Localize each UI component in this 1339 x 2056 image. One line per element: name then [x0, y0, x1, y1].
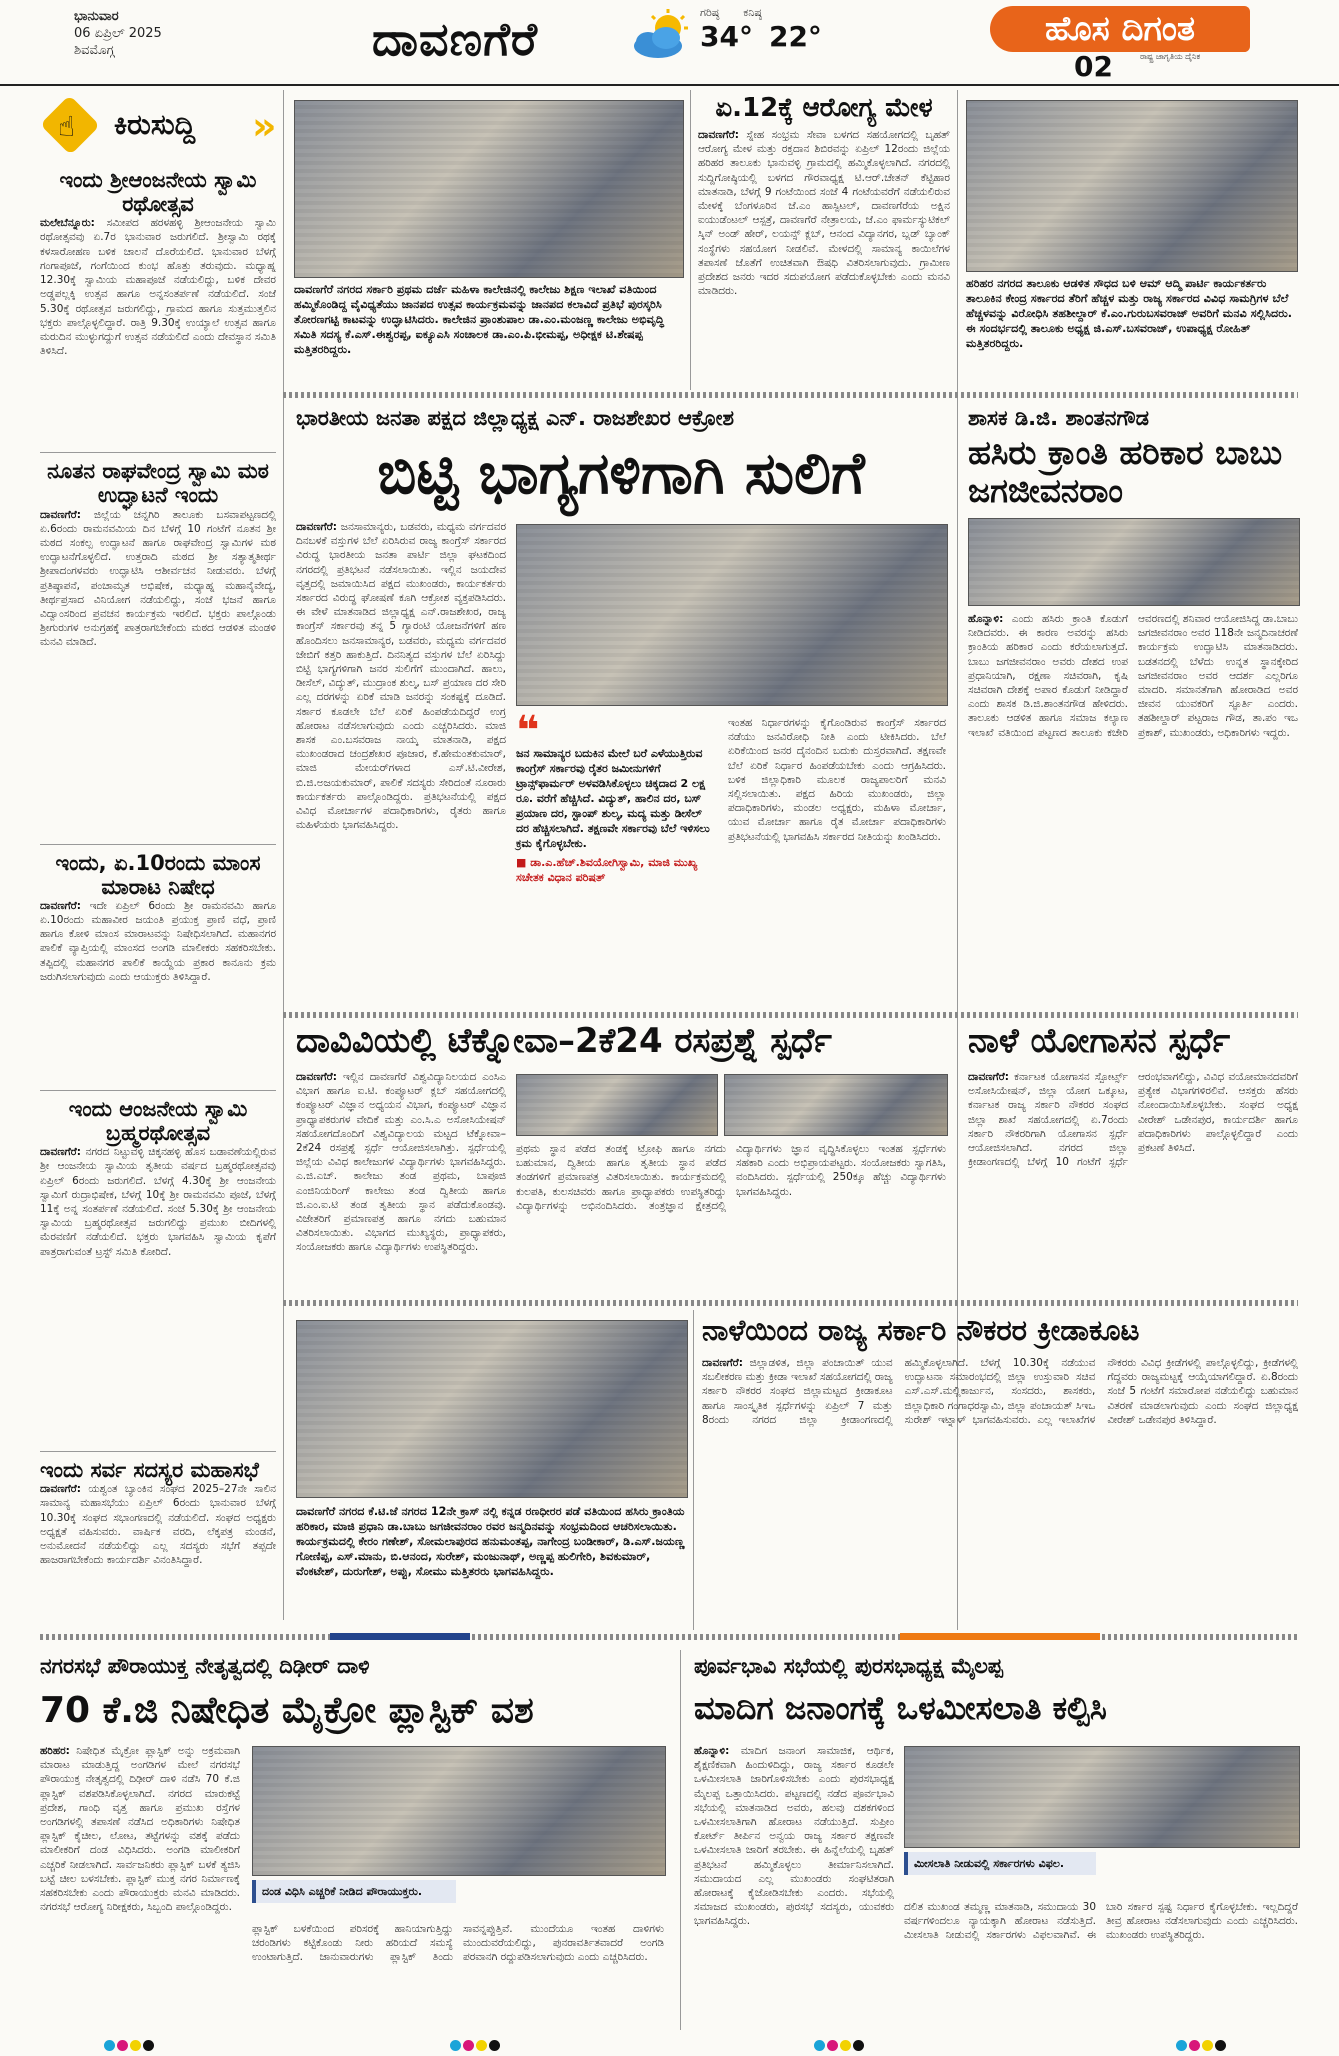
brief-5-text: ಯಶ್ವಂತ ಬ್ಯಾಂಕಿನ ಸಂಘದ 2025–27ನೇ ಸಾಲಿನ ಸಾಮಾನ್ಯ ಮಹಾಸಭೆಯು ಏಪ್ರಿಲ್ 6ರಂದು ಭಾನುವಾರ ಬೆಳಗ್ಗೆ 10.30ಕ್ಕೆ ಸಂಘದ ಸಭಾಂಗಣದಲ್ಲಿ ನಡೆಯಲಿದೆ. ಸಂಘದ ಅಧ್ಯಕ್ಷರು ಅಧ್ಯಕ್ಷತೆ ವಹಿಸುವರು. ವಾರ್ಷಿಕ ವರದಿ, ಲೆಕ್ಕಪತ್ರ ಮಂಡನೆ, ಅನುಮೋದನೆ ನಡೆಯಲಿದ್ದು ಎಲ್ಲ ಸದಸ್ಯರು ಸಭೆಗೆ ತಪ್ಪದೇ ಹಾಜರಾಗಬೇಕೆಂದು ಕಾರ್ಯದರ್ಶಿ ವಿನಂತಿಸಿದ್ದಾರೆ.	[40, 1483, 276, 1567]
jagjivan-headline: ಹಸಿರು ಕ್ರಾಂತಿ ಹರಿಕಾರ ಬಾಬು ಜಗಜೀವನರಾಂ	[968, 433, 1283, 510]
sun-cloud-icon	[628, 8, 694, 64]
brief-2-place: ದಾವಣಗೆರೆ:	[40, 508, 81, 521]
reservation-text-cont	[904, 1900, 1298, 2034]
quiz-text	[296, 1070, 506, 1292]
kiru-suddi-label	[40, 96, 277, 156]
brief-2	[40, 459, 276, 837]
brief-3	[40, 851, 276, 1084]
plastic-body-cont: ಪ್ಲಾಸ್ಟಿಕ್ ಬಳಕೆಯಿಂದ ಪರಿಸರಕ್ಕೆ ಹಾನಿಯಾಗುತ್ತಿದ್ದು ಚರಂಡಿಗಳು ಕಟ್ಟಿಕೊಂಡು ನೀರು ಹರಿಯದೆ ಸಮಸ್ಯೆ ಉಂಟಾಗುತ್ತಿದೆ. ಜಾನುವಾರುಗಳು ಪ್ಲಾಸ್ಟಿಕ್ ತಿಂದು ಸಾವನ್ನಪ್ಪುತ್ತಿವೆ. ಮುಂದೆಯೂ ಇಂತಹ ದಾಳಿಗಳು ಮುಂದುವರೆಯಲಿದ್ದು, ಪುನರಾವರ್ತಿತವಾದರೆ ಅಂಗಡಿ ಪರವಾನಗಿ ರದ್ದುಪಡಿಸಲಾಗುವುದು ಎಂದು ಎಚ್ಚರಿಸಿದರು.	[252, 1923, 664, 1964]
brief-5-headline: ಇಂದು ಸರ್ವ ಸದಸ್ಯರ ಮಹಾಸಭೆ	[40, 1458, 259, 1483]
region: ಶಿವಮೊಗ್ಗ	[74, 43, 115, 58]
lead-pull-quote	[516, 708, 716, 885]
reservation-body-cont: ದಲಿತ ಮುಖಂಡ ತಮ್ಮಣ್ಣ ಮಾತನಾಡಿ, ಸಮುದಾಯ 30 ವರ್ಷಗಳಿಂದಲೂ ನ್ಯಾಯಕ್ಕಾಗಿ ಹೋರಾಟ ನಡೆಸುತ್ತಿದೆ. ಮೀಸಲಾತಿ ನೀಡುವಲ್ಲಿ ಸರ್ಕಾರಗಳು ವಿಫಲವಾಗಿವೆ. ಈ ಬಾರಿ ಸರ್ಕಾರ ಸ್ಪಷ್ಟ ನಿರ್ಧಾರ ಕೈಗೊಳ್ಳಬೇಕು. ಇಲ್ಲದಿದ್ದರೆ ತೀವ್ರ ಹೋರಾಟ ನಡೆಸಲಾಗುವುದು ಎಂದು ಎಚ್ಚರಿಸಿದರು. ಮುಖಂಡರು ಉಪಸ್ಥಿತರಿದ್ದರು.	[904, 1901, 1298, 1942]
yoga-body: ಕರ್ನಾಟಕ ಯೋಗಾಸನ ಸ್ಪೋರ್ಟ್ಸ್ ಅಸೋಸಿಯೇಷನ್, ಜಿಲ್ಲಾ ಯೋಗ ಒಕ್ಕೂಟ, ಕರ್ನಾಟಕ ರಾಜ್ಯ ಸರ್ಕಾರಿ ನೌಕರರ ಸಂಘದ ಜಿಲ್ಲಾ ಶಾಖೆ ಸಹಯೋಗದಲ್ಲಿ ಏ.7ರಂದು ಸರ್ಕಾರಿ ನೌಕರರಿಗಾಗಿ ಯೋಗಾಸನ ಸ್ಪರ್ಧೆ ಆಯೋಜಿಸಲಾಗಿದೆ. ನಗರದ ಜಿಲ್ಲಾ ಕ್ರೀಡಾಂಗಣದಲ್ಲಿ ಬೆಳಗ್ಗೆ 10 ಗಂಟೆಗೆ ಸ್ಪರ್ಧೆ ಆರಂಭವಾಗಲಿದ್ದು, ವಿವಿಧ ವಯೋಮಾನದವರಿಗೆ ಪ್ರತ್ಯೇಕ ವಿಭಾಗಗಳಿರಲಿವೆ. ಆಸಕ್ತರು ಹೆಸರು ನೋಂದಾಯಿಸಿಕೊಳ್ಳಬೇಕು. ಸಂಘದ ಅಧ್ಯಕ್ಷ ವೀರೇಶ್ ಒಡೇನಪುರ, ಕಾರ್ಯದರ್ಶಿ ಹಾಗೂ ಪದಾಧಿಕಾರಿಗಳು ಪಾಲ್ಗೊಳ್ಳಲಿದ್ದಾರೆ ಎಂದು ಪ್ರಕಟಣೆ ತಿಳಿಸಿದೆ.	[968, 1071, 1298, 1169]
pull-quote-text: ಜನ ಸಾಮಾನ್ಯರ ಬದುಕಿನ ಮೇಲೆ ಬರೆ ಎಳೆಯುತ್ತಿರುವ ಕಾಂಗ್ರೆಸ್ ಸರ್ಕಾರವು ರೈತರ ಜಮೀನುಗಳಿಗೆ ಟ್ರಾನ್ಸ್‌ಫಾರ್ಮರ್ ಅಳವಡಿಸಿಕೊಳ್ಳಲು ಚಿಕ್ಕದಾದ 2 ಲಕ್ಷ ರೂ. ವರೆಗೆ ಹೆಚ್ಚಿಸಿದೆ. ವಿದ್ಯುತ್, ಹಾಲಿನ ದರ, ಬಸ್ ಪ್ರಯಾಣ ದರ, ಸ್ಟಾಂಪ್ ಶುಲ್ಕ, ಮದ್ಯ ಮತ್ತು ಡೀಸೆಲ್ ದರ ಹೆಚ್ಚಿಸಲಾಗಿದೆ. ತಕ್ಷಣವೇ ಸರ್ಕಾರವು ಬೆಲೆ ಇಳಿಸಲು ಕ್ರಮ ಕೈಗೊಳ್ಳಬೇಕು.	[516, 747, 710, 850]
bjp-protest-photo	[516, 524, 948, 706]
brief-5-place: ದಾವಣಗೆರೆ:	[40, 1483, 81, 1496]
date: 06 ಏಪ್ರಿಲ್ 2025	[74, 26, 162, 41]
reservation-body: ಮಾದಿಗ ಜನಾಂಗ ಸಾಮಾಜಿಕ, ಆರ್ಥಿಕ, ಶೈಕ್ಷಣಿಕವಾಗಿ ಹಿಂದುಳಿದಿದ್ದು, ರಾಜ್ಯ ಸರ್ಕಾರ ಕೂಡಲೇ ಒಳಮೀಸಲಾತಿ ಜಾರಿಗೊಳಿಸಬೇಕು ಎಂದು ಪುರಸಭಾಧ್ಯಕ್ಷ ಮೈಲಪ್ಪ ಒತ್ತಾಯಿಸಿದರು. ಪಟ್ಟಣದಲ್ಲಿ ನಡೆದ ಪೂರ್ವಭಾವಿ ಸಭೆಯಲ್ಲಿ ಮಾತನಾಡಿದ ಅವರು, ಹಲವು ದಶಕಗಳಿಂದ ಒಳಮೀಸಲಾತಿಗಾಗಿ ಹೋರಾಟ ನಡೆಯುತ್ತಿದೆ. ಸುಪ್ರೀಂ ಕೋರ್ಟ್ ತೀರ್ಪಿನ ಅನ್ವಯ ರಾಜ್ಯ ಸರ್ಕಾರ ತಕ್ಷಣವೇ ಒಳಮೀಸಲಾತಿ ಜಾರಿಗೆ ತರಬೇಕು. ಈ ಹಿನ್ನೆಲೆಯಲ್ಲಿ ಬೃಹತ್ ಪ್ರತಿಭಟನೆ ಹಮ್ಮಿಕೊಳ್ಳಲು ತೀರ್ಮಾನಿಸಲಾಗಿದೆ. ಸಮುದಾಯದ ಎಲ್ಲ ಮುಖಂಡರು ಸಂಘಟಿತರಾಗಿ ಹೋರಾಟಕ್ಕೆ ಕೈಜೋಡಿಸಬೇಕು ಎಂದರು. ಸಭೆಯಲ್ಲಿ ಸಮಾಜದ ಮುಖಂಡರು, ಪುರಸಭೆ ಸದಸ್ಯರು, ಯುವಕರು ಭಾಗವಹಿಸಿದ್ದರು.	[694, 1745, 894, 1928]
day: ಭಾನುವಾರ	[74, 9, 119, 24]
masthead	[0, 0, 1339, 86]
brief-3-place: ದಾವಣಗೆರೆ:	[40, 899, 81, 912]
brief-1-headline: ಇಂದು ಶ್ರೀಆಂಜನೇಯ ಸ್ವಾಮಿ ರಥೋತ್ಸವ	[59, 168, 257, 217]
health-fair-text: ಸ್ನೇಹ ಸಂಭ್ರಮ ಸೇವಾ ಬಳಗದ ಸಹಯೋಗದಲ್ಲಿ ಬೃಹತ್ ಆರೋಗ್ಯ ಮೇಳ ಮತ್ತು ರಕ್ತದಾನ ಶಿಬಿರವನ್ನು ಏಪ್ರಿಲ್ 12ರಂದು ಜಿಲ್ಲೆಯ ಹರಿಹರ ತಾಲೂಕು ಭಾನುವಳ್ಳಿ ಗ್ರಾಮದಲ್ಲಿ ಹಮ್ಮಿಕೊಳ್ಳಲಾಗಿದೆ. ನಗರದಲ್ಲಿ ಸುದ್ದಿಗೋಷ್ಠಿಯಲ್ಲಿ ಬಳಗದ ಗೌರವಾಧ್ಯಕ್ಷ ಟಿ.ಆರ್.ಚೇತನ್ ಕೆಟ್ಟಿಹಾರ ಮಾತನಾಡಿ, ಬೆಳಗ್ಗೆ 9 ಗಂಟೆಯಿಂದ ಸಂಜೆ 4 ಗಂಟೆಯವರೆಗೆ ನಡೆಯಲಿರುವ ಮೇಳಕ್ಕೆ ಬೆಂಗಳೂರಿನ ಜೆ.ಎಂ ಹಾಸ್ಪಿಟಲ್, ದಾವಣಗೆರೆಯ ಅಕ್ಷಿನ ಐಯುಡೆಂಟಲ್ ಆಸ್ಪತ್ರೆ, ದಾವಣಗೆರೆ ನೇತ್ರಾಲಯ, ಜೆ.ಎಂ ಫಾರ್ಮಸ್ಯುಟಿಕಲ್ ಸ್ಕಿನ್ ಅಂಡ್ ಹೇರ್, ಲಯನ್ಸ್ ಕ್ಲಬ್, ಆನಂದ ವಿದ್ಯಾನಗರ, ಬ್ಲಡ್ ಬ್ಯಾಂಕ್ ಸಂಸ್ಥೆಗಳು ಸಹಯೋಗ ನೀಡಲಿವೆ. ಮೇಳದಲ್ಲಿ ಸಾಮಾನ್ಯ ಕಾಯಿಲೆಗಳ ತಪಾಸಣೆ ಜೊತೆಗೆ ಉಚಿತವಾಗಿ ಔಷಧಿ ವಿತರಿಸಲಾಗುವುದು. ಗ್ರಾಮೀಣ ಪ್ರದೇಶದ ಜನರು ಇದರ ಸದುಪಯೋಗ ಪಡೆದುಕೊಳ್ಳಬೇಕು ಎಂದು ಮನವಿ ಮಾಡಿದರು.	[698, 128, 950, 298]
sports-place: ದಾವಣಗೆರೆ:	[702, 1357, 743, 1369]
reservation-text	[694, 1744, 894, 2034]
quote-icon: ❝	[516, 708, 540, 754]
brief-1	[40, 168, 276, 446]
lead-headline: ಬಿಟ್ಟಿ ಭಾಗ್ಯಗಳಿಗಾಗಿ ಸುಲಿಗೆ	[377, 439, 865, 507]
brief-3-text: ಇದೇ ಏಪ್ರಿಲ್ 6ರಂದು ಶ್ರೀ ರಾಮನವಮಿ ಹಾಗೂ ಏ.10ರಂದು ಮಹಾವೀರ ಜಯಂತಿ ಪ್ರಯುಕ್ತ ಪ್ರಾಣಿ ವಧೆ, ಪ್ರಾಣಿ ಹಾಗೂ ಕೋಳಿ ಮಾಂಸ ಮಾರಾಟವನ್ನು ನಿಷೇಧಿಸಲಾಗಿದೆ. ಮಹಾನಗರ ಪಾಲಿಕೆ ವ್ಯಾಪ್ತಿಯಲ್ಲಿ ಮಾಂಸದ ಅಂಗಡಿ ಮಾಲೀಕರು ಸಹಕರಿಸಬೇಕು. ತಪ್ಪಿದಲ್ಲಿ ಮಹಾನಗರ ಪಾಲಿಕೆ ಕಾಯ್ದೆಯ ಪ್ರಕಾರ ಕಾನೂನು ಕ್ರಮ ಜರುಗಿಸಲಾಗುವುದು ಎಂದು ಆಯುಕ್ತರು ತಿಳಿಸಿದ್ದಾರೆ.	[40, 899, 276, 983]
jagjivan-text	[968, 612, 1298, 1004]
brief-3-headline: ಇಂದು, ಏ.10ರಂದು ಮಾಂಸ ಮಾರಾಟ ನಿಷೇಧ	[55, 850, 261, 899]
reservation-meeting-photo	[904, 1746, 1300, 1848]
sports-body: ಜಿಲ್ಲಾಡಳಿತ, ಜಿಲ್ಲಾ ಪಂಚಾಯಿತ್ ಯುವ ಸಬಲೀಕರಣ ಮತ್ತು ಕ್ರೀಡಾ ಇಲಾಖೆ ಸಹಯೋಗದಲ್ಲಿ ರಾಜ್ಯ ಸರ್ಕಾರಿ ನೌಕರರ ಸಂಘದ ಜಿಲ್ಲಾಮಟ್ಟದ ಕ್ರೀಡಾಕೂಟ ಹಾಗೂ ಸಾಂಸ್ಕೃತಿಕ ಸ್ಪರ್ಧೆಗಳನ್ನು ಏಪ್ರಿಲ್ 7 ಮತ್ತು 8ರಂದು ನಗರದ ಜಿಲ್ಲಾ ಕ್ರೀಡಾಂಗಣದಲ್ಲಿ ಹಮ್ಮಿಕೊಳ್ಳಲಾಗಿದೆ. ಬೆಳಗ್ಗೆ 10.30ಕ್ಕೆ ನಡೆಯುವ ಉದ್ಘಾಟನಾ ಸಮಾರಂಭದಲ್ಲಿ ಜಿಲ್ಲಾ ಉಸ್ತುವಾರಿ ಸಚಿವ ಎಸ್.ಎಸ್.ಮಲ್ಲಿಕಾರ್ಜುನ, ಸಂಸದರು, ಶಾಸಕರು, ಜಿಲ್ಲಾಧಿಕಾರಿ ಗಂಗಾಧರಸ್ವಾಮಿ, ಜಿಲ್ಲಾ ಪಂಚಾಯತ್ ಸಿಇಒ ಸುರೇಶ್ ಇಟ್ನಾಳ್ ಭಾಗವಹಿಸುವರು. ಎಲ್ಲ ಇಲಾಖೆಗಳ ನೌಕರರು ವಿವಿಧ ಕ್ರೀಡೆಗಳಲ್ಲಿ ಪಾಲ್ಗೊಳ್ಳಲಿದ್ದು, ಕ್ರೀಡೆಗಳಲ್ಲಿ ಗೆದ್ದವರು ರಾಜ್ಯಮಟ್ಟಕ್ಕೆ ಆಯ್ಕೆಯಾಗಲಿದ್ದಾರೆ. ಏ.8ರಂದು ಸಂಜೆ 5 ಗಂಟೆಗೆ ಸಮಾರೋಪ ನಡೆಯಲಿದ್ದು ಬಹುಮಾನ ವಿತರಣೆ ಮಾಡಲಾಗುವುದು ಎಂದು ಸಂಘದ ಜಿಲ್ಲಾಧ್ಯಕ್ಷ ವೀರೇಶ್ ಒಡೇನಪುರ ತಿಳಿಸಿದ್ದಾರೆ.	[702, 1357, 1298, 1426]
registration-marks	[814, 2036, 934, 2050]
quiz-photo-1	[516, 1074, 718, 1136]
lead-kicker: ಭಾರತೀಯ ಜನತಾ ಪಕ್ಷದ ಜಿಲ್ಲಾಧ್ಯಕ್ಷ ಎನ್. ರಾಜಶೇಖರ ಆಕ್ರೋಶ	[296, 406, 735, 430]
college-festival-photo	[294, 100, 684, 278]
registration-marks	[1176, 2036, 1296, 2050]
city-title: ದಾವಣಗೆರೆ	[372, 12, 538, 66]
quiz-body-cont: ಪ್ರಥಮ ಸ್ಥಾನ ಪಡೆದ ತಂಡಕ್ಕೆ ಟ್ರೋಫಿ ಹಾಗೂ ನಗದು ಬಹುಮಾನ, ದ್ವಿತೀಯ ಹಾಗೂ ತೃತೀಯ ಸ್ಥಾನ ಪಡೆದ ತಂಡಗಳಿಗೆ ಪ್ರಮಾಣಪತ್ರ ವಿತರಿಸಲಾಯಿತು. ಕಾರ್ಯಕ್ರಮದಲ್ಲಿ ಕುಲಪತಿ, ಕುಲಸಚಿವರು ಹಾಗೂ ಪ್ರಾಧ್ಯಾಪಕರು ಉಪಸ್ಥಿತರಿದ್ದು ವಿದ್ಯಾರ್ಥಿಗಳನ್ನು ಅಭಿನಂದಿಸಿದರು. ತಂತ್ರಜ್ಞಾನ ಕ್ಷೇತ್ರದಲ್ಲಿ ವಿದ್ಯಾರ್ಥಿಗಳು ಜ್ಞಾನ ವೃದ್ಧಿಸಿಕೊಳ್ಳಲು ಇಂತಹ ಸ್ಪರ್ಧೆಗಳು ಸಹಕಾರಿ ಎಂದು ಅಭಿಪ್ರಾಯಪಟ್ಟರು. ಸಂಯೋಜಕರು ಸ್ವಾಗತಿಸಿ, ವಂದಿಸಿದರು. ಸ್ಪರ್ಧೆಯಲ್ಲಿ 250ಕ್ಕೂ ಹೆಚ್ಚು ವಿದ್ಯಾರ್ಥಿಗಳು ಭಾಗವಹಿಸಿದ್ದರು.	[516, 1143, 946, 1212]
lead-text-cont	[728, 716, 946, 1002]
page-number: 02	[1074, 50, 1113, 83]
quiz-photo-2	[724, 1074, 948, 1136]
yoga-headline: ನಾಳೆ ಯೋಗಾಸನ ಸ್ಪರ್ಧೆ	[968, 1021, 1231, 1061]
sports-headline: ನಾಳೆಯಿಂದ ರಾಜ್ಯ ಸರ್ಕಾರಿ ನೌಕರರ ಕ್ರೀಡಾಕೂಟ	[702, 1313, 1140, 1347]
lead-text	[296, 520, 506, 1002]
registration-marks	[104, 2036, 224, 2050]
college-festival-caption: ದಾವಣಗೆರೆ ನಗರದ ಸರ್ಕಾರಿ ಪ್ರಥಮ ದರ್ಜೆ ಮಹಿಳಾ ಕಾಲೇಜಿನಲ್ಲಿ ಕಾಲೇಜು ಶಿಕ್ಷಣ ಇಲಾಖೆ ವತಿಯಿಂದ ಹಮ್ಮಿಕೊಂಡಿದ್ದ ವೈವಿಧ್ಯತೆಯು ಜಾನಪದ ಉತ್ಸವ ಕಾರ್ಯಕ್ರಮವನ್ನು ಜಾನಪದ ಕಲಾವಿದೆ ಪ್ರತಿಭೆ ಪುರಸ್ಕರಿಸಿ ತೋರಣಗಟ್ಟಿ ಕಾಟವನ್ನು ಉದ್ಘಾಟಿಸಿದರು. ಕಾಲೇಜಿನ ಪ್ರಾಂಶುಪಾಲ ಡಾ.ಎಂ.ಮಂಜಣ್ಣ ಕಾಲೇಜು ಅಭಿವೃದ್ಧಿ ಸಮಿತಿ ಸದಸ್ಯ ಕೆ.ಎಸ್.ಈಶ್ವರಪ್ಪ, ಐಕ್ಯೂಎಸಿ ಸಂಚಾಲಕ ಡಾ.ಎಂ.ಪಿ.ಭೀಮಪ್ಪ, ಅಧೀಕ್ಷಕ ಟಿ.ಶೇಷಪ್ಪ ಮತ್ತಿತರರಿದ್ದರು.	[294, 283, 664, 356]
brand	[990, 6, 1290, 83]
quiz-headline: ದಾವಿವಿಯಲ್ಲಿ ಟೆಕ್ನೋವಾ–2ಕೆ24 ರಸಪ್ರಶ್ನೆ ಸ್ಪರ್ಧೆ	[296, 1021, 832, 1061]
sports-text	[702, 1356, 1298, 1626]
quiz-text-cont	[516, 1142, 946, 1292]
brand-name: ಹೊಸ ದಿಗಂತ	[1045, 9, 1195, 49]
reservation-subhead-box: ಮೀಸಲಾತಿ ನೀಡುವಲ್ಲಿ ಸರ್ಕಾರಗಳು ವಿಫಲ.	[904, 1852, 1096, 1875]
jagjivan-body: ಎಂದು ಹಸಿರು ಕ್ರಾಂತಿ ಕೊಡುಗೆ ನೀಡಿದವರು. ಈ ಕಾರಣ ಅವರನ್ನು ಹಸಿರು ಕ್ರಾಂತಿಯ ಹರಿಕಾರ ಎಂದು ಕರೆಯಲಾಗುತ್ತದೆ. ಬಾಬು ಜಗಜೀವನರಾಂ ಅವರು ದೇಶದ ಉಪ ಪ್ರಧಾನಿಯಾಗಿ, ರಕ್ಷಣಾ ಸಚಿವರಾಗಿ, ಕೃಷಿ ಸಚಿವರಾಗಿ ದೇಶಕ್ಕೆ ಅಪಾರ ಕೊಡುಗೆ ನೀಡಿದ್ದಾರೆ ಎಂದು ಶಾಸಕ ಡಿ.ಜಿ.ಶಾಂತನಗೌಡ ಹೇಳಿದರು. ತಾಲೂಕು ಆಡಳಿತ ಹಾಗೂ ಸಮಾಜ ಕಲ್ಯಾಣ ಇಲಾಖೆ ವತಿಯಿಂದ ಪಟ್ಟಣದ ತಾಲೂಕು ಕಚೇರಿ ಆವರಣದಲ್ಲಿ ಶನಿವಾರ ಆಯೋಜಿಸಿದ್ದ ಡಾ.ಬಾಬು ಜಗಜೀವನರಾಂ ಅವರ 118ನೇ ಜನ್ಮದಿನಾಚರಣೆ ಕಾರ್ಯಕ್ರಮ ಉದ್ಘಾಟಿಸಿ ಮಾತನಾಡಿದರು. ಬಡತನದಲ್ಲಿ ಬೆಳೆದು ಉನ್ನತ ಸ್ಥಾನಕ್ಕೇರಿದ ಜಗಜೀವನರಾಂ ಅವರ ಆದರ್ಶ ಎಲ್ಲರಿಗೂ ಮಾದರಿ. ಸಮಾನತೆಗಾಗಿ ಹೋರಾಡಿದ ಅವರ ಜೀವನ ಯುವಕರಿಗೆ ಸ್ಫೂರ್ತಿ ಎಂದರು. ತಹಶೀಲ್ದಾರ್ ಪಟ್ಟರಾಜ ಗೌಡ, ತಾ.ಪಂ ಇಒ ಪ್ರಕಾಶ್, ಮುಖಂಡರು, ಅಧಿಕಾರಿಗಳು ಇದ್ದರು.	[968, 613, 1298, 739]
reservation-headline: ಮಾದಿಗ ಜನಾಂಗಕ್ಕೆ ಒಳಮೀಸಲಾತಿ ಕಲ್ಪಿಸಿ	[694, 1689, 1107, 1727]
jagjivan-place: ಹೊನ್ನಾಳಿ:	[968, 613, 1004, 625]
brief-1-text: ಸಮೀಪದ ಹರಳಹಳ್ಳಿ ಶ್ರೀಆಂಜನೇಯ ಸ್ವಾಮಿ ರಥೋತ್ಸವವು ಏ.7ರ ಭಾನುವಾರ ಜರುಗಲಿದೆ. ಶ್ರೀಸ್ವಾಮಿ ರಥಕ್ಕೆ ಕಳಸಾರೋಹಣ ಬಳಿಕ ಚಾಲನೆ ದೊರೆಯಲಿದೆ. ಭಾನುವಾರ ಬೆಳಗ್ಗೆ ಗಂಗಾಪೂಜೆ, ಗಂಗೆಯಿಂದ ಕುಂಭ ಹೊತ್ತು ತರುವುದು. ಮಧ್ಯಾಹ್ನ 12.30ಕ್ಕೆ ಸ್ವಾಮಿಯ ಮಹಾಪೂಜೆ ನಡೆಯಲಿದ್ದು, ಬಳಿಕ ದೇವರ ಅಡ್ಡಪಲ್ಲಕ್ಕಿ ಉತ್ಸವ ಹಾಗೂ ಅನ್ನಸಂತರ್ಪಣೆ ನಡೆಯಲಿದೆ. ಸಂಜೆ 5.30ಕ್ಕೆ ರಥೋತ್ಸವ ಜರುಗಲಿದ್ದು, ಗ್ರಾಮದ ಹಾಗೂ ಸುತ್ತಮುತ್ತಲಿನ ಭಕ್ತರು ಪಾಲ್ಗೊಳ್ಳಲಿದ್ದಾರೆ. ರಾತ್ರಿ 9.30ಕ್ಕೆ ಉಯ್ಯಾಲೆ ಉತ್ಸವ ಹಾಗೂ ಮರುದಿನ ಮುಳ್ಳುಗದ್ದುಗೆ ಉತ್ಸವ ನಡೆಯಲಿದೆ ಎಂದು ದೇವಸ್ಥಾನ ಸಮಿತಿ ತಿಳಿಸಿದೆ.	[40, 217, 276, 358]
plastic-headline: 70 ಕೆ.ಜಿ ನಿಷೇಧಿತ ಮೈಕ್ರೋ ಪ್ಲಾಸ್ಟಿಕ್ ವಶ	[40, 1690, 534, 1731]
left-briefs	[40, 168, 276, 1652]
brief-2-headline: ನೂತನ ರಾಘವೇಂದ್ರ ಸ್ವಾಮಿ ಮಠ ಉದ್ಘಾಟನೆ ಇಂದು	[47, 459, 269, 508]
pull-quote-byline: ■ ಡಾ.ಎ.ಹೆಚ್.ಶಿವಯೋಗಿಸ್ವಾಮಿ, ಮಾಜಿ ಮುಖ್ಯ ಸಚೇತಕ ವಿಧಾನ ಪರಿಷತ್	[516, 856, 698, 884]
jagjivan-kicker: ಶಾಸಕ ಡಿ.ಜಿ. ಶಾಂತನಗೌಡ	[968, 406, 1150, 430]
quiz-body: ಇಲ್ಲಿನ ದಾವಣಗೆರೆ ವಿಶ್ವವಿದ್ಯಾನಿಲಯದ ಎಂಸಿಎ ವಿಭಾಗ ಹಾಗೂ ಐ.ಟಿ. ಕಂಪ್ಯೂಟರ್ ಕ್ಲಬ್ ಸಹಯೋಗದಲ್ಲಿ ಕಂಪ್ಯೂಟರ್ ವಿಜ್ಞಾನ ಅಧ್ಯಯನ ವಿಭಾಗ, ಕಂಪ್ಯೂಟರ್ ವಿಜ್ಞಾನ ಪ್ರಾಧ್ಯಾಪಕರುಗಳ ವೇದಿಕೆ ಮತ್ತು ಎಂ.ಸಿ.ಎ ಅಸೋಸಿಯೇಷನ್ ಸಹಯೋಗದೊಂದಿಗೆ ವಿಶ್ವವಿದ್ಯಾಲಯ ಮಟ್ಟದ ಟೆಕ್ನೋವಾ–2ಕೆ24 ರಸಪ್ರಶ್ನೆ ಸ್ಪರ್ಧೆ ಆಯೋಜಿಸಲಾಗಿತ್ತು. ಸ್ಪರ್ಧೆಯಲ್ಲಿ ಜಿಲ್ಲೆಯ ವಿವಿಧ ಕಾಲೇಜುಗಳ ವಿದ್ಯಾರ್ಥಿಗಳು ಭಾಗವಹಿಸಿದ್ದರು. ಎ.ಜಿ.ಎಚ್. ಕಾಲೇಜು ತಂಡ ಪ್ರಥಮ, ಬಾಪೂಜಿ ಎಂಜಿನಿಯರಿಂಗ್ ಕಾಲೇಜು ತಂಡ ದ್ವಿತೀಯ ಹಾಗೂ ಜಿ.ಎಂ.ಐ.ಟಿ ತಂಡ ತೃತೀಯ ಸ್ಥಾನ ಪಡೆದುಕೊಂಡವು. ವಿಜೇತರಿಗೆ ಪ್ರಮಾಣಪತ್ರ ಹಾಗೂ ನಗದು ಬಹುಮಾನ ವಿತರಿಸಲಾಯಿತು. ವಿಭಾಗದ ಮುಖ್ಯಸ್ಥರು, ಪ್ರಾಧ್ಯಾಪಕರು, ಸಂಯೋಜಕರು ಹಾಗೂ ವಿದ್ಯಾರ್ಥಿಗಳು ಉಪಸ್ಥಿತರಿದ್ದರು.	[296, 1071, 506, 1254]
plastic-subhead-box: ದಂಡ ವಿಧಿಸಿ ಎಚ್ಚರಿಕೆ ನೀಡಿದ ಪೌರಾಯುಕ್ತರು.	[252, 1880, 456, 1903]
brief-4-headline: ಇಂದು ಆಂಜನೇಯ ಸ್ವಾಮಿ ಬ್ರಹ್ಮರಥೋತ್ಸವ	[68, 1096, 248, 1145]
dateline	[74, 8, 162, 59]
max-temp: 34°	[700, 20, 753, 53]
lead-body-cont: ಇಂತಹ ನಿರ್ಧಾರಗಳನ್ನು ಕೈಗೊಂಡಿರುವ ಕಾಂಗ್ರೆಸ್ ಸರ್ಕಾರದ ನಡೆಯು ಜನವಿರೋಧಿ ನೀತಿ ಎಂದು ಟೀಕಿಸಿದರು. ಬೆಲೆ ಏರಿಕೆಯಿಂದ ಜನರ ದೈನಂದಿನ ಬದುಕು ದುಸ್ತರವಾಗಿದೆ. ತಕ್ಷಣವೇ ಬೆಲೆ ಏರಿಕೆ ನಿರ್ಧಾರ ಹಿಂಪಡೆಯಬೇಕು ಎಂದು ಆಗ್ರಹಿಸಿದರು. ಬಳಿಕ ಜಿಲ್ಲಾಧಿಕಾರಿ ಮೂಲಕ ರಾಜ್ಯಪಾಲರಿಗೆ ಮನವಿ ಸಲ್ಲಿಸಲಾಯಿತು. ಪಕ್ಷದ ಹಿರಿಯ ಮುಖಂಡರು, ಜಿಲ್ಲಾ ಪದಾಧಿಕಾರಿಗಳು, ಮಂಡಲ ಅಧ್ಯಕ್ಷರು, ಮಹಿಳಾ ಮೋರ್ಚಾ, ಯುವ ಮೋರ್ಚಾ ಹಾಗೂ ರೈತ ಮೋರ್ಚಾ ಪದಾಧಿಕಾರಿಗಳು ಪ್ರತಿಭಟನೆಯಲ್ಲಿ ಭಾಗವಹಿಸಿ ಸರ್ಕಾರದ ನೀತಿಯನ್ನು ಖಂಡಿಸಿದರು.	[728, 717, 946, 843]
temperature-block	[700, 6, 838, 53]
jayanti-celebration-caption: ದಾವಣಗೆರೆ ನಗರದ ಕೆ.ಟಿ.ಜೆ ನಗರದ 12ನೇ ಕ್ರಾಸ್ ನಲ್ಲಿ ಕನ್ನಡ ರಣಧೀರರ ಪಡೆ ವತಿಯಿಂದ ಹಸಿರು ಕ್ರಾಂತಿಯ ಹರಿಕಾರ, ಮಾಜಿ ಪ್ರಧಾನಿ ಡಾ.ಬಾಬು ಜಗಜೀವನರಾಂ ರವರ ಜನ್ಮದಿನವನ್ನು ಸಂಭ್ರಮದಿಂದ ಆಚರಿಸಲಾಯಿತು. ಕಾರ್ಯಕ್ರಮದಲ್ಲಿ ಕೇರಂ ಗಣೇಶ್, ಸೋಮಲಾಪುರದ ಹನುಮಂತಪ್ಪ, ನಾಗೇಂದ್ರ ಬಂಡೀಕಾರ್, ಡಿ.ಎಸ್.ಜಯಣ್ಣ ಗೋಣಿಪ್ಪ, ಎಸ್.ಮಾನು, ಬಿ.ಆನಂದ, ಸುರೇಶ್, ಮಂಜುನಾಥ್, ಅಣ್ಣಪ್ಪ ಹುಲಿಗೇರಿ, ಶಿವಕುಮಾರ್, ವೆಂಕಟೇಶ್, ದುರುಗೇಶ್, ಅಪ್ಪು, ಸೋಮು ಮತ್ತಿತರರು ಭಾಗವಹಿಸಿದ್ದರು.	[296, 1505, 685, 1578]
brief-5	[40, 1458, 276, 1652]
max-label: ಗರಿಷ್ಠ	[700, 6, 720, 19]
brand-logo	[990, 6, 1250, 52]
health-fair-place: ದಾವಣಗೆರೆ:	[698, 128, 739, 141]
aap-protest-caption: ಹರಿಹರ ನಗರದ ತಾಲೂಕು ಆಡಳಿತ ಸೌಧದ ಬಳಿ ಆಮ್ ಆದ್ಮಿ ಪಾರ್ಟಿ ಕಾರ್ಯಕರ್ತರು ತಾಲೂಕಿನ ಕೇಂದ್ರ ಸರ್ಕಾರದ ತೆರಿಗೆ ಹೆಚ್ಚಳ ಮತ್ತು ರಾಜ್ಯ ಸರ್ಕಾರದ ವಿವಿಧ ಸಾಮಗ್ರಿಗಳ ಬೆಲೆ ಹೆಚ್ಚಳವನ್ನು ವಿರೋಧಿಸಿ ತಹಶೀಲ್ದಾರ್ ಕೆ.ಎಂ.ಗುರುಬಸವರಾಜ್ ಅವರಿಗೆ ಮನವಿ ಸಲ್ಲಿಸಿದರು. ಈ ಸಂದರ್ಭದಲ್ಲಿ ತಾಲೂಕು ಅಧ್ಯಕ್ಷ ಜಿ.ಎಸ್.ಬಸವರಾಜ್, ಉಪಾಧ್ಯಕ್ಷ ರೋಹಿತ್ ಮತ್ತಿತರರಿದ್ದರು.	[966, 277, 1293, 350]
brief-2-text: ಜಿಲ್ಲೆಯ ಚನ್ನಗಿರಿ ತಾಲೂಕು ಬಸವಾಪಟ್ಟಣದಲ್ಲಿ ಏ.6ರಂದು ರಾಮನವಮಿಯ ದಿನ ಬೆಳಗ್ಗೆ 10 ಗಂಟೆಗೆ ನೂತನ ಶ್ರೀ ಮಠದ ಸಂಕಲ್ಪ ಉದ್ಘಾಟನೆ ಹಾಗೂ ರಾಘವೇಂದ್ರ ಸ್ವಾಮಿಗಳ ಮಠ ಉದ್ಘಾಟನೆಗೊಳ್ಳಲಿದೆ. ಉತ್ತರಾದಿ ಮಠದ ಶ್ರೀ ಸತ್ಯಾತ್ಮತೀರ್ಥ ಶ್ರೀಪಾದಂಗಳವರು ಉದ್ಘಾಟಿಸಿ ಆಶೀರ್ವಚನ ನೀಡುವರು. ಬೆಳಗ್ಗೆ ಪ್ರತಿಷ್ಠಾಪನೆ, ಪಂಚಾಮೃತ ಅಭಿಷೇಕ, ಮಧ್ಯಾಹ್ನ ಮಹಾನೈವೇದ್ಯ, ತೀರ್ಥಪ್ರಸಾದ ವಿನಿಯೋಗ ನಡೆಯಲಿದ್ದು, ಸಂಜೆ ಭಜನೆ ಹಾಗೂ ವಿದ್ವಾಂಸರಿಂದ ಪ್ರವಚನ ಕಾರ್ಯಕ್ರಮ ಇರಲಿದೆ. ಭಕ್ತರು ಪಾಲ್ಗೊಂಡು ಶ್ರೀಗುರುಗಳ ಅನುಗ್ರಹಕ್ಕೆ ಪಾತ್ರರಾಗಬೇಕೆಂದು ಮಠದ ಆಡಳಿತ ಮಂಡಳಿ ಮನವಿ ಮಾಡಿದೆ.	[40, 508, 276, 649]
min-temp: 22°	[768, 20, 822, 53]
min-label: ಕನಿಷ್ಠ	[743, 6, 762, 19]
plastic-place: ಹರಿಹರ:	[40, 1745, 70, 1757]
registration-marks	[450, 2036, 570, 2050]
brief-1-place: ಮಲೇಬೆನ್ನೂರು:	[40, 217, 95, 230]
jagjivan-ram-photo	[968, 518, 1300, 606]
lead-place: ದಾವಣಗೆರೆ:	[296, 521, 337, 533]
health-fair-headline: ಏ.12ಕ್ಕೆ ಆರೋಗ್ಯ ಮೇಳ	[715, 93, 933, 123]
brief-4-place: ದಾವಣಗೆರೆ:	[40, 1146, 81, 1159]
plastic-raid-photo	[252, 1746, 666, 1876]
yoga-place: ದಾವಣಗೆರೆ:	[968, 1071, 1009, 1083]
chevrons-icon: »	[252, 104, 277, 148]
jayanti-celebration-photo	[296, 1320, 688, 1498]
plastic-text-cont	[252, 1922, 664, 2034]
quiz-place: ದಾವಣಗೆರೆ:	[296, 1071, 337, 1083]
plastic-text	[40, 1744, 240, 2034]
lead-body: ಜನಸಾಮಾನ್ಯರು, ಬಡವರು, ಮಧ್ಯಮ ವರ್ಗದವರ ದಿನಬಳಕೆ ವಸ್ತುಗಳ ಬೆಲೆ ಏರಿಸಿರುವ ರಾಜ್ಯ ಕಾಂಗ್ರೆಸ್ ಸರ್ಕಾರದ ವಿರುದ್ಧ ಭಾರತೀಯ ಜನತಾ ಪಾರ್ಟಿ ಜಿಲ್ಲಾ ಘಟಕದಿಂದ ನಗರದಲ್ಲಿ ಪ್ರತಿಭಟನೆ ನಡೆಸಲಾಯಿತು. ಇಲ್ಲಿನ ಜಯದೇವ ವೃತ್ತದಲ್ಲಿ ಜಮಾಯಿಸಿದ ಪಕ್ಷದ ಮುಖಂಡರು, ಕಾರ್ಯಕರ್ತರು ಸರ್ಕಾರದ ವಿರುದ್ಧ ಘೋಷಣೆ ಕೂಗಿ ಆಕ್ರೋಶ ವ್ಯಕ್ತಪಡಿಸಿದರು. ಈ ವೇಳೆ ಮಾತನಾಡಿದ ಜಿಲ್ಲಾಧ್ಯಕ್ಷ ಎನ್.ರಾಜಶೇಖರ, ರಾಜ್ಯ ಕಾಂಗ್ರೆಸ್ ಸರ್ಕಾರವು ತನ್ನ 5 ಗ್ಯಾರಂಟಿ ಯೋಜನೆಗಳಿಗೆ ಹಣ ಹೊಂದಿಸಲು ಜನಸಾಮಾನ್ಯರ, ಬಡವರು, ಮಧ್ಯಮ ವರ್ಗದವರ ಜೇಬಿಗೆ ಕತ್ತರಿ ಹಾಕುತ್ತಿದೆ. ದಿನನಿತ್ಯದ ವಸ್ತುಗಳ ಬೆಲೆ ಏರಿಸಿದ್ದು ಬಿಟ್ಟಿ ಭಾಗ್ಯಗಳಿಗಾಗಿ ಜನರ ಸುಲಿಗೆಗೆ ಮುಂದಾಗಿದೆ. ಹಾಲು, ಡೀಸೆಲ್, ವಿದ್ಯುತ್, ಮುದ್ರಾಂಕ ಶುಲ್ಕ, ಬಸ್ ಪ್ರಯಾಣ ದರ ಸೇರಿ ಎಲ್ಲ ದರಗಳನ್ನು ಏರಿಕೆ ಮಾಡಿ ಜನರನ್ನು ಸಂಕಷ್ಟಕ್ಕೆ ದೂಡಿದೆ. ಸರ್ಕಾರ ಕೂಡಲೇ ಬೆಲೆ ಏರಿಕೆ ಹಿಂಪಡೆಯದಿದ್ದರೆ ಉಗ್ರ ಹೋರಾಟ ನಡೆಸಲಾಗುವುದು ಎಂದು ಎಚ್ಚರಿಸಿದರು. ಮಾಜಿ ಶಾಸಕ ಎಂ.ಬಸವರಾಜ ನಾಯ್ಕ ಮಾತನಾಡಿ, ಪಕ್ಷದ ಮುಖಂಡರಾದ ಚಂದ್ರಶೇಖರ ಪೂಜಾರ, ಕೆ.ಹೇಮಂತಕುಮಾರ್, ಮಾಜಿ ಮೇಯರ್‌ಗಳಾದ ಎಸ್.ಟಿ.ವೀರೇಶ, ಬಿ.ಜಿ.ಅಜಯಕುಮಾರ್, ಪಾಲಿಕೆ ಸದಸ್ಯರು ಸೇರಿದಂತೆ ನೂರಾರು ಕಾರ್ಯಕರ್ತರು ಪಾಲ್ಗೊಂಡಿದ್ದರು. ಪ್ರತಿಭಟನೆಯಲ್ಲಿ ಪಕ್ಷದ ವಿವಿಧ ಮೋರ್ಚಾಗಳ ಪದಾಧಿಕಾರಿಗಳು, ರೈತರು ಹಾಗೂ ಮಹಿಳೆಯರು ಭಾಗವಹಿಸಿದ್ದರು.	[296, 521, 506, 832]
reservation-kicker: ಪೂರ್ವಭಾವಿ ಸಭೆಯಲ್ಲಿ ಪುರಸಭಾಧ್ಯಕ್ಷ ಮೈಲಪ್ಪ	[694, 1654, 1003, 1678]
plastic-kicker: ನಗರಸಭೆ ಪೌರಾಯುಕ್ತ ನೇತೃತ್ವದಲ್ಲಿ ದಿಢೀರ್ ದಾಳಿ	[40, 1654, 370, 1678]
reservation-place: ಹೊನ್ನಾಳಿ:	[694, 1745, 730, 1757]
yoga-text	[968, 1070, 1298, 1292]
brief-4-text: ನಗರದ ನಿಟ್ಟುವಳ್ಳಿ ಚಿಕ್ಕನಹಳ್ಳಿ ಹೊಸ ಬಡಾವಣೆಯಲ್ಲಿರುವ ಶ್ರೀ ಆಂಜನೇಯ ಸ್ವಾಮಿಯ ತೃತೀಯ ವರ್ಷದ ಬ್ರಹ್ಮರಥೋತ್ಸವವು ಏಪ್ರಿಲ್ 6ರಂದು ಜರುಗಲಿದೆ. ಬೆಳಗ್ಗೆ 4.30ಕ್ಕೆ ಶ್ರೀ ಆಂಜನೇಯ ಸ್ವಾಮಿಗೆ ರುದ್ರಾಭಿಷೇಕ, ಬೆಳಗ್ಗೆ 10ಕ್ಕೆ ಶ್ರೀ ರಾಮನವಮಿ ಪೂಜೆ, ಬೆಳಗ್ಗೆ 11ಕ್ಕೆ ಅನ್ನ ಸಂತರ್ಪಣೆ ನಡೆಯಲಿದೆ. ಸಂಜೆ 5.30ಕ್ಕೆ ಶ್ರೀ ಆಂಜನೇಯ ಸ್ವಾಮಿಯ ಬ್ರಹ್ಮರಥೋತ್ಸವ ಜರುಗಲಿದ್ದು ಪ್ರಮುಖ ಬೀದಿಗಳಲ್ಲಿ ಮೆರವಣಿಗೆ ನಡೆಯಲಿದೆ. ಭಕ್ತರು ಭಾಗವಹಿಸಿ ಸ್ವಾಮಿಯ ಕೃಪೆಗೆ ಪಾತ್ರರಾಗುವಂತೆ ಟ್ರಸ್ಟ್ ಸಮಿತಿ ಕೋರಿದೆ.	[40, 1146, 276, 1258]
brand-tagline: ರಾಷ್ಟ್ರ ಜಾಗೃತಿಯ ದೈನಿಕ	[1140, 52, 1201, 61]
aap-protest-photo	[966, 100, 1298, 272]
kiru-label: ಕಿರುಸುದ್ದಿ	[114, 108, 196, 141]
plastic-body: ನಿಷೇಧಿತ ಮೈಕ್ರೋ ಪ್ಲಾಸ್ಟಿಕ್ ಅನ್ನು ಅಕ್ರಮವಾಗಿ ಮಾರಾಟ ಮಾಡುತ್ತಿದ್ದ ಅಂಗಡಿಗಳ ಮೇಲೆ ನಗರಸಭೆ ಪೌರಾಯುಕ್ತ ನೇತೃತ್ವದಲ್ಲಿ ದಿಢೀರ್ ದಾಳಿ ನಡೆಸಿ 70 ಕೆ.ಜಿ ಪ್ಲಾಸ್ಟಿಕ್ ವಶಪಡಿಸಿಕೊಳ್ಳಲಾಗಿದೆ. ನಗರದ ಮಾರುಕಟ್ಟೆ ಪ್ರದೇಶ, ಗಾಂಧಿ ವೃತ್ತ ಹಾಗೂ ಪ್ರಮುಖ ರಸ್ತೆಗಳ ಅಂಗಡಿಗಳಲ್ಲಿ ತಪಾಸಣೆ ನಡೆಸಿದ ಅಧಿಕಾರಿಗಳು ನಿಷೇಧಿತ ಪ್ಲಾಸ್ಟಿಕ್ ಕೈಚೀಲ, ಲೋಟ, ತಟ್ಟೆಗಳನ್ನು ವಶಕ್ಕೆ ಪಡೆದು ಮಾಲೀಕರಿಗೆ ದಂಡ ವಿಧಿಸಿದರು. ಅಂಗಡಿ ಮಾಲೀಕರಿಗೆ ಎಚ್ಚರಿಕೆ ನೀಡಲಾಗಿದೆ. ಸಾರ್ವಜನಿಕರು ಪ್ಲಾಸ್ಟಿಕ್ ಬಳಕೆ ತ್ಯಜಿಸಿ ಬಟ್ಟೆ ಚೀಲ ಬಳಸಬೇಕು. ಪ್ಲಾಸ್ಟಿಕ್ ಮುಕ್ತ ನಗರ ನಿರ್ಮಾಣಕ್ಕೆ ಸಹಕರಿಸಬೇಕು ಎಂದು ಪೌರಾಯುಕ್ತರು ಮನವಿ ಮಾಡಿದರು. ನಗರಸಭೆ ಆರೋಗ್ಯ ನಿರೀಕ್ಷಕರು, ಸಿಬ್ಬಂದಿ ಪಾಲ್ಗೊಂಡಿದ್ದರು.	[40, 1745, 240, 1914]
health-fair-story	[698, 94, 950, 378]
pointing-hand-icon: ☝	[58, 110, 76, 143]
brief-4	[40, 1097, 276, 1445]
